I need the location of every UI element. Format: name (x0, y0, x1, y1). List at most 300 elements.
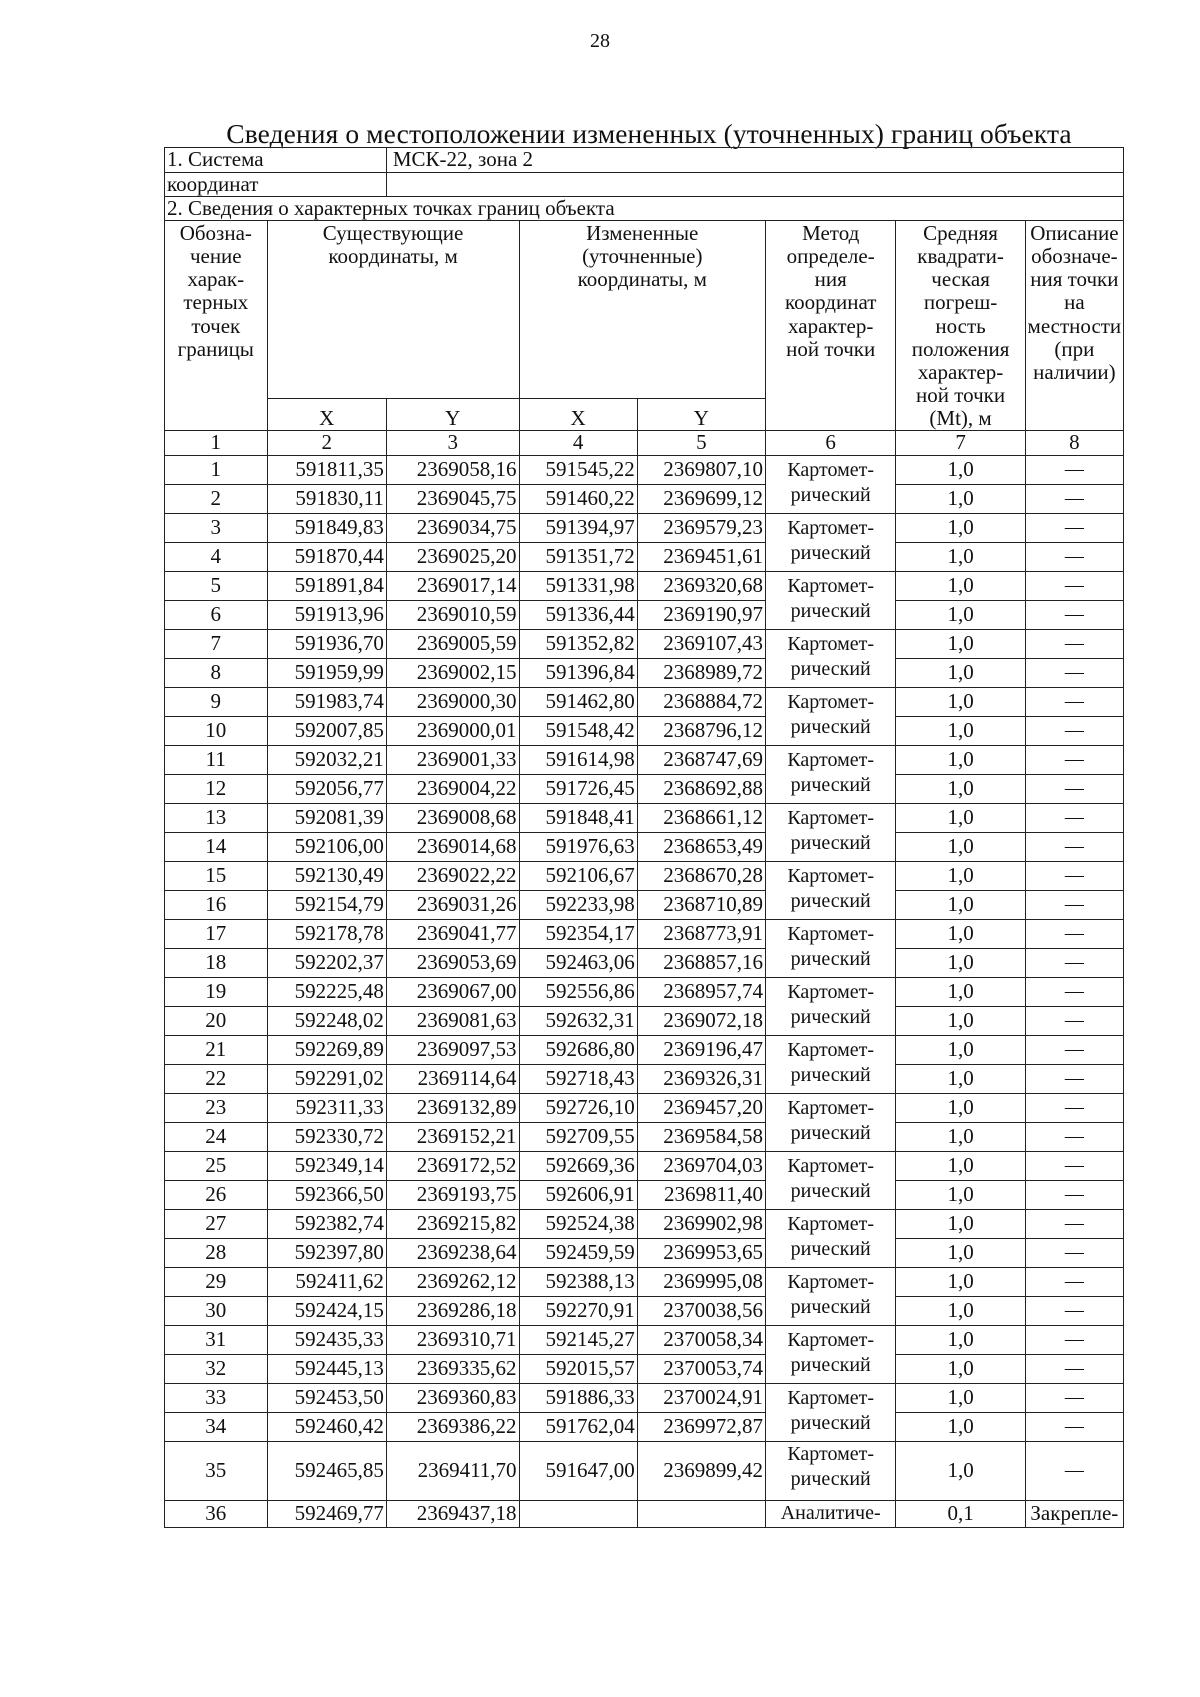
changed-y: 2368710,89 (637, 891, 765, 920)
existing-y: 2369067,00 (386, 978, 519, 1007)
existing-y: 2369152,21 (386, 1123, 519, 1152)
changed-x: 592459,59 (519, 1239, 637, 1268)
point-description: — (1025, 717, 1123, 746)
point-description: — (1025, 920, 1123, 949)
table-row (165, 1123, 1124, 1152)
point-description: — (1025, 804, 1123, 833)
changed-y: 2368989,72 (637, 659, 765, 688)
changed-y: 2368670,28 (637, 862, 765, 891)
existing-x: 592269,89 (267, 1036, 386, 1065)
table-row (165, 1036, 1124, 1065)
changed-y: 2369579,23 (637, 514, 765, 543)
table-row (165, 572, 1124, 601)
method-text: Картомет- (787, 633, 875, 656)
existing-y: 2369386,22 (386, 1413, 519, 1442)
header-existing-x: X (267, 399, 386, 431)
method-cell (765, 978, 895, 1036)
method-text: Картомет- (787, 1039, 875, 1062)
existing-y: 2369010,59 (386, 601, 519, 630)
changed-y: 2369196,47 (637, 1036, 765, 1065)
point-description: — (1025, 688, 1123, 717)
changed-y: 2368857,16 (637, 949, 765, 978)
existing-y: 2369005,59 (386, 630, 519, 659)
changed-y: 2370038,56 (637, 1297, 765, 1326)
existing-x: 592291,02 (267, 1065, 386, 1094)
existing-x: 591983,74 (267, 688, 386, 717)
point-number: 32 (165, 1355, 268, 1384)
existing-y: 2369172,52 (386, 1152, 519, 1181)
point-number: 10 (165, 717, 268, 746)
changed-y: 2368884,72 (637, 688, 765, 717)
changed-x: 592388,13 (519, 1268, 637, 1297)
mean-square-error: 1,0 (896, 659, 1025, 688)
existing-y: 2369031,26 (386, 891, 519, 920)
point-number: 22 (165, 1065, 268, 1094)
table-row (165, 1501, 1124, 1528)
method-cell (765, 1152, 895, 1210)
changed-y: 2369584,58 (637, 1123, 765, 1152)
point-description: — (1025, 1036, 1123, 1065)
existing-y: 2369310,71 (386, 1326, 519, 1355)
point-description: — (1025, 775, 1123, 804)
changed-x: 591976,63 (519, 833, 637, 862)
column-number: 8 (1025, 431, 1123, 456)
method-text: рический (790, 484, 871, 507)
method-cell (765, 1210, 895, 1268)
method-cell (765, 1094, 895, 1152)
existing-x: 591891,84 (267, 572, 386, 601)
changed-y: 2369704,03 (637, 1152, 765, 1181)
point-number: 7 (165, 630, 268, 659)
existing-x: 592460,42 (267, 1413, 386, 1442)
point-number: 15 (165, 862, 268, 891)
changed-x: 591548,42 (519, 717, 637, 746)
changed-y: 2369457,20 (637, 1094, 765, 1123)
point-description: — (1025, 746, 1123, 775)
header-method: Метод определе- ния координат характер- ной точки (765, 221, 895, 431)
changed-x: 592145,27 (519, 1326, 637, 1355)
point-number: 17 (165, 920, 268, 949)
mean-square-error: 1,0 (896, 1007, 1025, 1036)
existing-y: 2369360,83 (386, 1384, 519, 1413)
point-number: 5 (165, 572, 268, 601)
coord-system-value: МСК-22, зона 2 (386, 148, 1123, 173)
point-description: — (1025, 485, 1123, 514)
existing-x: 592106,00 (267, 833, 386, 862)
existing-x: 592465,85 (267, 1442, 386, 1501)
existing-x: 592202,37 (267, 949, 386, 978)
point-number: 3 (165, 514, 268, 543)
method-cell (765, 920, 895, 978)
existing-x: 591936,70 (267, 630, 386, 659)
mean-square-error: 1,0 (896, 630, 1025, 659)
point-number: 30 (165, 1297, 268, 1326)
point-description: — (1025, 1239, 1123, 1268)
table-row (165, 688, 1124, 717)
method-cell (765, 746, 895, 804)
existing-x: 592382,74 (267, 1210, 386, 1239)
method-text: Картомет- (787, 923, 875, 946)
point-description: — (1025, 833, 1123, 862)
existing-x: 592435,33 (267, 1326, 386, 1355)
point-number: 12 (165, 775, 268, 804)
mean-square-error: 1,0 (896, 514, 1025, 543)
table-row (165, 775, 1124, 804)
changed-y: 2369972,87 (637, 1413, 765, 1442)
changed-y: 2370058,34 (637, 1326, 765, 1355)
point-description: — (1025, 891, 1123, 920)
table-row (165, 601, 1124, 630)
column-number: 1 (165, 431, 268, 456)
method-cell (765, 1326, 895, 1384)
method-text: рический (790, 716, 871, 739)
point-description: — (1025, 1413, 1123, 1442)
existing-x: 592349,14 (267, 1152, 386, 1181)
point-description: — (1025, 1355, 1123, 1384)
mean-square-error: 1,0 (896, 862, 1025, 891)
changed-y: 2369072,18 (637, 1007, 765, 1036)
header-designation: Обозна- чение харак- терных точек границы (165, 221, 268, 431)
mean-square-error: 1,0 (896, 456, 1025, 485)
existing-x: 591830,11 (267, 485, 386, 514)
mean-square-error: 1,0 (896, 1268, 1025, 1297)
existing-y: 2369058,16 (386, 456, 519, 485)
changed-y: 2369807,10 (637, 456, 765, 485)
method-cell (765, 862, 895, 920)
table-row (165, 746, 1124, 775)
mean-square-error: 1,0 (896, 833, 1025, 862)
mean-square-error: 1,0 (896, 1123, 1025, 1152)
method-text: Картомет- (787, 459, 875, 482)
point-number: 4 (165, 543, 268, 572)
changed-x: 591762,04 (519, 1413, 637, 1442)
point-number: 14 (165, 833, 268, 862)
method-text: Картомет- (787, 807, 875, 830)
table-row (165, 1384, 1124, 1413)
point-description: — (1025, 514, 1123, 543)
changed-x: 591886,33 (519, 1384, 637, 1413)
coord-system-label: 1. Система (165, 148, 387, 173)
changed-x: 592463,06 (519, 949, 637, 978)
changed-x: 591726,45 (519, 775, 637, 804)
method-cell (765, 572, 895, 630)
table-row (165, 1268, 1124, 1297)
point-description: — (1025, 1094, 1123, 1123)
point-description: — (1025, 949, 1123, 978)
document-title: Сведения о местоположении измененных (уточненных) границ объекта (226, 118, 1072, 149)
existing-y: 2369014,68 (386, 833, 519, 862)
point-description: — (1025, 572, 1123, 601)
table-row (165, 717, 1124, 746)
point-description: — (1025, 1326, 1123, 1355)
mean-square-error: 1,0 (896, 1181, 1025, 1210)
changed-y: 2369699,12 (637, 485, 765, 514)
point-description: — (1025, 1007, 1123, 1036)
changed-y: 2369902,98 (637, 1210, 765, 1239)
changed-x: 591396,84 (519, 659, 637, 688)
point-number: 6 (165, 601, 268, 630)
point-number: 20 (165, 1007, 268, 1036)
changed-x: 591462,80 (519, 688, 637, 717)
header-mean-square-error: Средняя квадрати- ческая погреш- ность положения характер- ной точки (Mt), м (896, 221, 1025, 431)
table-row (165, 456, 1124, 485)
table-row (165, 949, 1124, 978)
method-text: рический (790, 1354, 871, 1377)
method-text: Картомет- (787, 1271, 875, 1294)
mean-square-error: 1,0 (896, 572, 1025, 601)
existing-x: 592032,21 (267, 746, 386, 775)
point-description: — (1025, 978, 1123, 1007)
existing-x: 591870,44 (267, 543, 386, 572)
existing-x: 592330,72 (267, 1123, 386, 1152)
existing-x: 592248,02 (267, 1007, 386, 1036)
table-row (165, 1355, 1124, 1384)
mean-square-error: 1,0 (896, 1297, 1025, 1326)
method-text: рический (790, 1006, 871, 1029)
method-cell (765, 804, 895, 862)
mean-square-error: 1,0 (896, 978, 1025, 1007)
existing-x: 592178,78 (267, 920, 386, 949)
changed-x: 592726,10 (519, 1094, 637, 1123)
column-number: 5 (637, 431, 765, 456)
point-description: — (1025, 1181, 1123, 1210)
method-text: Картомет- (787, 1329, 875, 1352)
existing-y: 2369081,63 (386, 1007, 519, 1036)
changed-y: 2369995,08 (637, 1268, 765, 1297)
method-text: Картомет- (787, 981, 875, 1004)
method-cell (765, 456, 895, 514)
point-number: 34 (165, 1413, 268, 1442)
changed-x: 591352,82 (519, 630, 637, 659)
existing-y: 2369002,15 (386, 659, 519, 688)
point-number: 29 (165, 1268, 268, 1297)
changed-x: 592709,55 (519, 1123, 637, 1152)
point-description: — (1025, 862, 1123, 891)
column-number: 2 (267, 431, 386, 456)
point-number: 9 (165, 688, 268, 717)
changed-x: 592106,67 (519, 862, 637, 891)
header-changed-coordinates: Измененные (уточненные) координаты, м (519, 221, 765, 399)
changed-x: 592233,98 (519, 891, 637, 920)
changed-x: 592686,80 (519, 1036, 637, 1065)
mean-square-error: 1,0 (896, 775, 1025, 804)
method-text: Картомет- (787, 1213, 875, 1236)
table-row (165, 1442, 1124, 1501)
table-row (165, 1152, 1124, 1181)
point-description: — (1025, 1123, 1123, 1152)
existing-y: 2369335,62 (386, 1355, 519, 1384)
changed-x: 591394,97 (519, 514, 637, 543)
existing-y: 2369215,82 (386, 1210, 519, 1239)
mean-square-error: 1,0 (896, 543, 1025, 572)
method-text: рический (790, 600, 871, 623)
changed-y: 2368796,12 (637, 717, 765, 746)
mean-square-error: 1,0 (896, 1210, 1025, 1239)
method-cell (765, 1384, 895, 1442)
method-text: рический (790, 658, 871, 681)
mean-square-error: 1,0 (896, 804, 1025, 833)
table-row (165, 1210, 1124, 1239)
mean-square-error: 1,0 (896, 746, 1025, 775)
header-existing-coordinates: Существующие координаты, м (267, 221, 519, 399)
point-number: 13 (165, 804, 268, 833)
mean-square-error: 1,0 (896, 717, 1025, 746)
method-text: рический (790, 1238, 871, 1261)
mean-square-error: 1,0 (896, 485, 1025, 514)
changed-y: 2369107,43 (637, 630, 765, 659)
point-number: 8 (165, 659, 268, 688)
changed-x: 592556,86 (519, 978, 637, 1007)
existing-y: 2369045,75 (386, 485, 519, 514)
method-text: рический (790, 948, 871, 971)
existing-x: 592453,50 (267, 1384, 386, 1413)
existing-y: 2369238,64 (386, 1239, 519, 1268)
point-description: — (1025, 1442, 1123, 1501)
existing-x: 592445,13 (267, 1355, 386, 1384)
method-text: рический (790, 774, 871, 797)
existing-x: 592366,50 (267, 1181, 386, 1210)
method-text: Картомет- (787, 1155, 875, 1178)
coord-system-value-cont (386, 173, 1123, 197)
existing-y: 2369411,70 (386, 1442, 519, 1501)
table-row (165, 630, 1124, 659)
method-text: Картомет- (787, 691, 875, 714)
table-row (165, 659, 1124, 688)
changed-x: 591331,98 (519, 572, 637, 601)
existing-y: 2369025,20 (386, 543, 519, 572)
table-row (165, 1094, 1124, 1123)
method-text: рический (790, 1122, 871, 1145)
changed-y: 2368747,69 (637, 746, 765, 775)
changed-x: 592015,57 (519, 1355, 637, 1384)
method-text: рический (790, 1296, 871, 1319)
method-text: Картомет- (787, 865, 875, 888)
mean-square-error: 1,0 (896, 949, 1025, 978)
point-number: 19 (165, 978, 268, 1007)
existing-y: 2369286,18 (386, 1297, 519, 1326)
changed-x: 592669,36 (519, 1152, 637, 1181)
mean-square-error: 1,0 (896, 1326, 1025, 1355)
table-row (165, 514, 1124, 543)
changed-x: 591848,41 (519, 804, 637, 833)
coord-system-label-cont: координат (165, 173, 387, 197)
column-number: 4 (519, 431, 637, 456)
point-description: — (1025, 630, 1123, 659)
changed-y: 2368957,74 (637, 978, 765, 1007)
existing-x: 591913,96 (267, 601, 386, 630)
point-description: — (1025, 1384, 1123, 1413)
existing-y: 2369000,30 (386, 688, 519, 717)
changed-x: 592354,17 (519, 920, 637, 949)
method-cell (765, 1036, 895, 1094)
existing-y: 2369053,69 (386, 949, 519, 978)
existing-y: 2369001,33 (386, 746, 519, 775)
mean-square-error: 1,0 (896, 1239, 1025, 1268)
mean-square-error: 1,0 (896, 1442, 1025, 1501)
point-number: 35 (165, 1442, 268, 1501)
existing-x: 592056,77 (267, 775, 386, 804)
existing-x: 591959,99 (267, 659, 386, 688)
mean-square-error: 1,0 (896, 1094, 1025, 1123)
changed-x: 591614,98 (519, 746, 637, 775)
method-cell (765, 688, 895, 746)
point-number: 16 (165, 891, 268, 920)
table-row (165, 1181, 1124, 1210)
header-changed-y: Y (637, 399, 765, 431)
method-text: Картомет- (787, 575, 875, 598)
changed-x: 592632,31 (519, 1007, 637, 1036)
mean-square-error: 1,0 (896, 1036, 1025, 1065)
existing-x: 592397,80 (267, 1239, 386, 1268)
existing-y: 2369132,89 (386, 1094, 519, 1123)
existing-x: 592007,85 (267, 717, 386, 746)
mean-square-error: 1,0 (896, 1152, 1025, 1181)
point-number: 27 (165, 1210, 268, 1239)
mean-square-error: 1,0 (896, 1384, 1025, 1413)
table-row (165, 804, 1124, 833)
point-number: 1 (165, 456, 268, 485)
changed-x: 592270,91 (519, 1297, 637, 1326)
method-text: рический (790, 542, 871, 565)
point-number: 21 (165, 1036, 268, 1065)
column-number: 6 (765, 431, 895, 456)
existing-y: 2369437,18 (386, 1501, 519, 1528)
table-row (165, 920, 1124, 949)
section2-label: 2. Сведения о характерных точках границ объекта (165, 197, 1124, 221)
existing-y: 2369017,14 (386, 572, 519, 601)
changed-y: 2368661,12 (637, 804, 765, 833)
changed-y: 2369320,68 (637, 572, 765, 601)
changed-y: 2370053,74 (637, 1355, 765, 1384)
mean-square-error: 1,0 (896, 1413, 1025, 1442)
point-number: 26 (165, 1181, 268, 1210)
mean-square-error: 1,0 (896, 920, 1025, 949)
changed-x: 591336,44 (519, 601, 637, 630)
point-description: — (1025, 456, 1123, 485)
existing-y: 2369041,77 (386, 920, 519, 949)
point-number: 24 (165, 1123, 268, 1152)
point-description: — (1025, 1152, 1123, 1181)
page-number: 28 (590, 30, 610, 52)
changed-y: 2369811,40 (637, 1181, 765, 1210)
existing-y: 2369004,22 (386, 775, 519, 804)
method-text: рический (790, 1064, 871, 1087)
changed-y: 2369899,42 (637, 1442, 765, 1501)
changed-x: 592718,43 (519, 1065, 637, 1094)
method-cell: Аналитиче- (765, 1501, 895, 1528)
point-description: — (1025, 543, 1123, 572)
changed-x: 592524,38 (519, 1210, 637, 1239)
point-description: Закрепле- (1025, 1501, 1123, 1528)
point-description: — (1025, 1297, 1123, 1326)
table-row (165, 1413, 1124, 1442)
point-number: 18 (165, 949, 268, 978)
changed-y: 2369953,65 (637, 1239, 765, 1268)
table-row (165, 1297, 1124, 1326)
point-number: 36 (165, 1501, 268, 1528)
changed-y: 2368692,88 (637, 775, 765, 804)
boundary-points-table (164, 147, 1124, 1528)
table-row (165, 862, 1124, 891)
changed-y: 2370024,91 (637, 1384, 765, 1413)
table-row (165, 1239, 1124, 1268)
method-cell (765, 1268, 895, 1326)
method-cell (765, 630, 895, 688)
point-description: — (1025, 1065, 1123, 1094)
point-number: 2 (165, 485, 268, 514)
changed-y (637, 1501, 765, 1528)
changed-x: 592606,91 (519, 1181, 637, 1210)
